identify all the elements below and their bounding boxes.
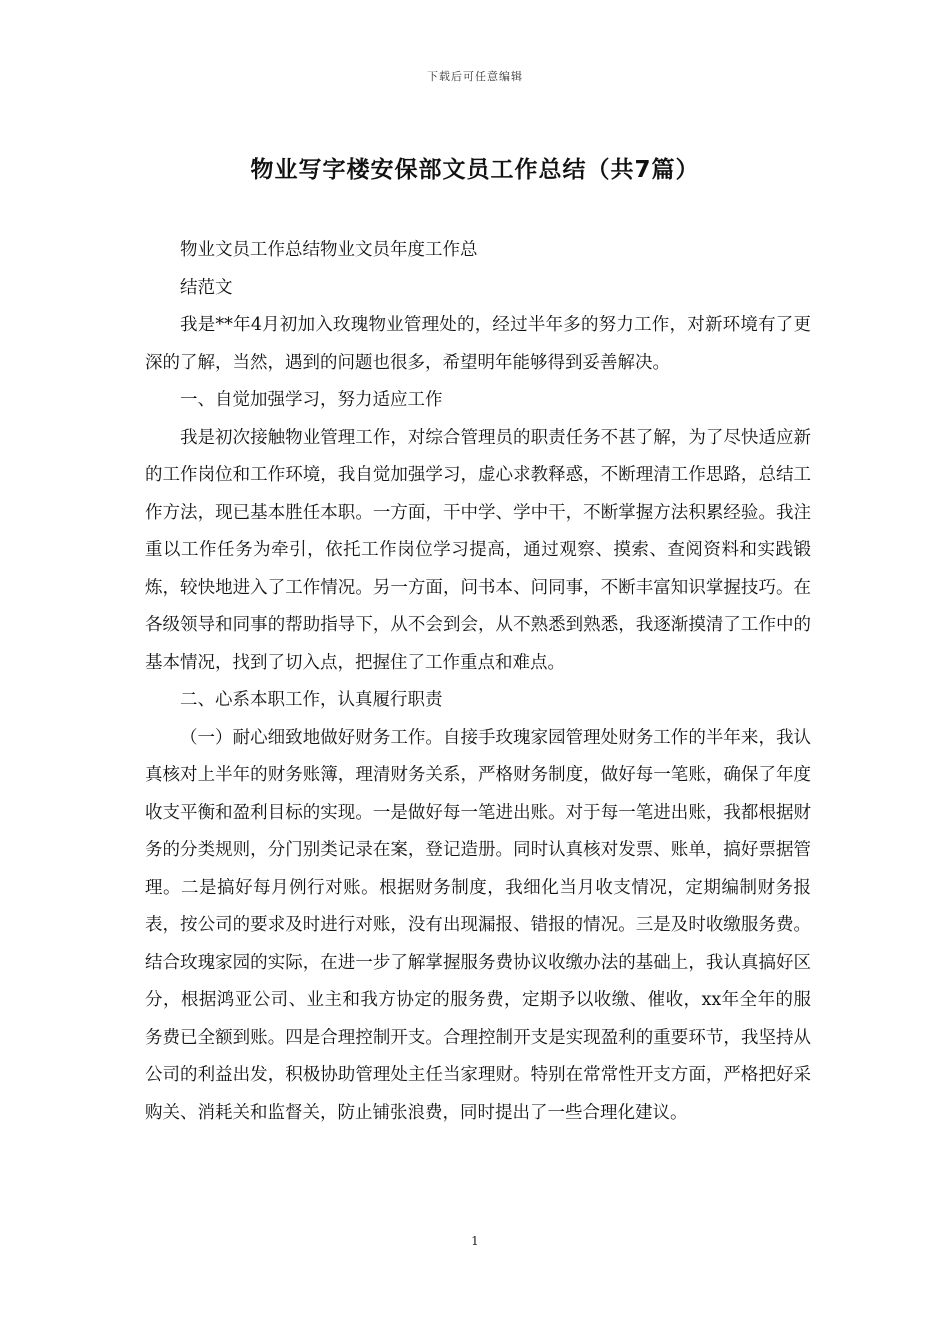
document-body	[145, 232, 811, 1132]
intro-paragraph: 我是**年4月初加入玫瑰物业管理处的，经过半年多的努力工作，对新环境有了更深的了解，当然，遇到的问题也很多，希望明年能够得到妥善解决。	[145, 315, 811, 373]
page-number: 1	[471, 1234, 479, 1248]
document-title: 物业写字楼安保部文员工作总结（共7篇）	[250, 157, 700, 183]
subtitle-line-1: 物业文员工作总结物业文员年度工作总	[180, 240, 478, 260]
section-heading-1: 一、自觉加强学习，努力适应工作	[180, 390, 443, 410]
body-paragraph: 我是初次接触物业管理工作，对综合管理员的职责任务不甚了解，为了尽快适应新的工作岗位和工作环境，我自觉加强学习，虚心求教释惑，不断理清工作思路，总结工作方法，现已基本胜任本职。一方面，干中学、学中干，不断掌握方法积累经验。我注重以工作任务为牵引，依托工作岗位学习提高，通过观察、摸索、查阅资料和实践锻炼，较快地进入了工作情况。另一方面，问书本、问同事，不断丰富知识掌握技巧。在各级领导和同事的帮助指导下，从不会到会，从不熟悉到熟悉，我逐渐摸清了工作中的基本情况，找到了切入点，把握住了工作重点和难点。	[145, 427, 811, 673]
section-heading-2: 二、心系本职工作，认真履行职责	[180, 690, 443, 710]
header-note: 下载后可任意编辑	[427, 70, 523, 83]
subtitle-line-2: 结范文	[180, 277, 233, 298]
body-paragraph: （一）耐心细致地做好财务工作。自接手玫瑰家园管理处财务工作的半年来，我认真核对上半年的财务账簿，理清财务关系，严格财务制度，做好每一笔账，确保了年度收支平衡和盈利目标的实现。一是做好每一笔进出账。对于每一笔进出账，我都根据财务的分类规则，分门别类记录在案，登记造册。同时认真核对发票、账单，搞好票据管理。二是搞好每月例行对账。根据财务制度，我细化当月收支情况，定期编制财务报表，按公司的要求及时进行对账，没有出现漏报、错报的情况。三是及时收缴服务费。结合玫瑰家园的实际，在进一步了解掌握服务费协议收缴办法的基础上，我认真搞好区分，根据鸿亚公司、业主和我方协定的服务费，定期予以收缴、催收，xx年全年的服务费已全额到账。四是合理控制开支。合理控制开支是实现盈利的重要环节，我坚持从公司的利益出发，积极协助管理处主任当家理财。特别在常常性开支方面，严格把好采购关、消耗关和监督关，防止铺张浪费，同时提出了一些合理化建议。	[145, 727, 811, 1123]
